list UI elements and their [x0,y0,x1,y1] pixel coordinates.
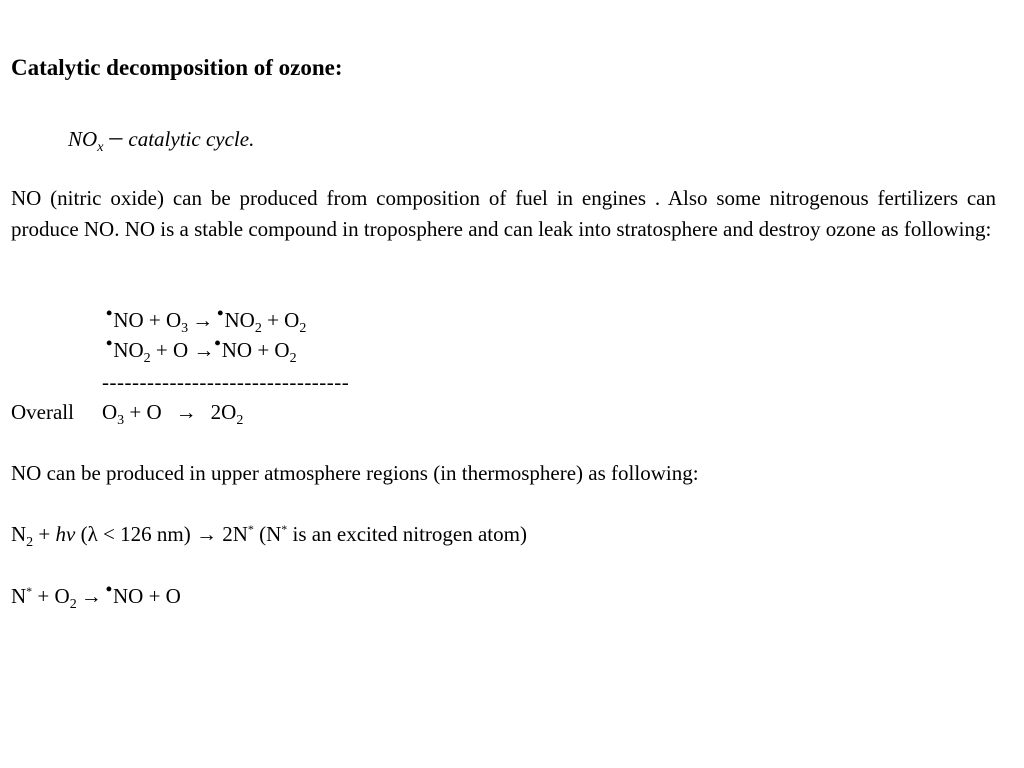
overall-reactant-b: + O [124,400,162,424]
reaction-2 [106,333,297,366]
radical-dot: • [214,333,221,353]
reaction-1-sub-c: 2 [299,321,307,336]
reaction-1 [106,303,307,336]
radical-dot: • [105,579,112,599]
reaction-3-note-start: (N [253,522,282,546]
paragraph-1: NO (nitric oxide) can be produced from composition of fuel in engines . Also some nitrogenous fertilizers can produce NO. NO is a stable compound in troposphere and can leak into stratosphere and destroy ozone as following: [11,186,996,241]
reaction-4-reactant-a: N [11,584,27,608]
dash: – [109,122,123,151]
subtitle [68,122,255,155]
reaction-3-reactant: N [11,522,27,546]
arrow-icon: → [80,584,102,608]
reaction-4-reactant-b: + O [32,584,70,608]
overall-sub-c: 2 [236,413,244,428]
reaction-2-reactant-b: + O [150,338,194,362]
radical-dot: • [217,303,224,323]
reaction-3-note-end: is an excited nitrogen atom) [287,522,527,546]
reaction-4-products: NO + O [113,584,181,608]
overall-label: Overall [11,400,74,424]
radical-dot: • [106,333,113,353]
reaction-1-product-a: NO [224,308,255,332]
arrow-icon: → [192,308,214,332]
reaction-4-sub-b: 2 [69,597,77,612]
reaction-3-sup-e: * [281,522,288,536]
reaction-2-products: NO + O [221,338,290,362]
arrow-icon: → [175,400,197,424]
reaction-4 [11,579,181,612]
reaction-3-product: 2N [216,522,248,546]
reaction-1-sub-a: 3 [181,321,189,336]
reaction-2-reactant-a: NO [113,338,144,362]
nox-text: NO [68,127,98,151]
reaction-3-sup-d: * [247,522,254,536]
separator-line: --------------------------------- [102,370,350,394]
reaction-4-sup-a: * [26,584,33,598]
reaction-1-sub-b: 2 [254,321,262,336]
overall-sub-a: 3 [117,413,125,428]
overall-reactant-a: O [101,400,118,424]
reaction-3-hv: hv [55,522,76,546]
reaction-1-product-b: + O [261,308,300,332]
radical-dot: • [106,303,113,323]
subtitle-rest: catalytic cycle. [128,127,255,151]
reaction-3 [11,522,527,550]
nox-subscript: x [97,140,104,155]
page-title: Catalytic decomposition of ozone: [11,55,343,80]
reaction-1-reactants: NO + O [113,308,182,332]
overall-reaction [11,400,244,428]
reaction-3-sub-a: 2 [26,535,34,550]
overall-product: 2O [210,400,237,424]
reaction-2-sub-a: 2 [143,351,151,366]
reaction-3-plus: + [33,522,56,546]
paragraph-2: NO can be produced in upper atmosphere regions (in thermosphere) as following: [11,461,699,485]
arrow-icon: → [193,338,215,362]
arrow-icon: → [195,522,217,546]
reaction-3-condition: (λ < 126 nm) [75,522,196,546]
reaction-2-sub-c: 2 [289,351,297,366]
